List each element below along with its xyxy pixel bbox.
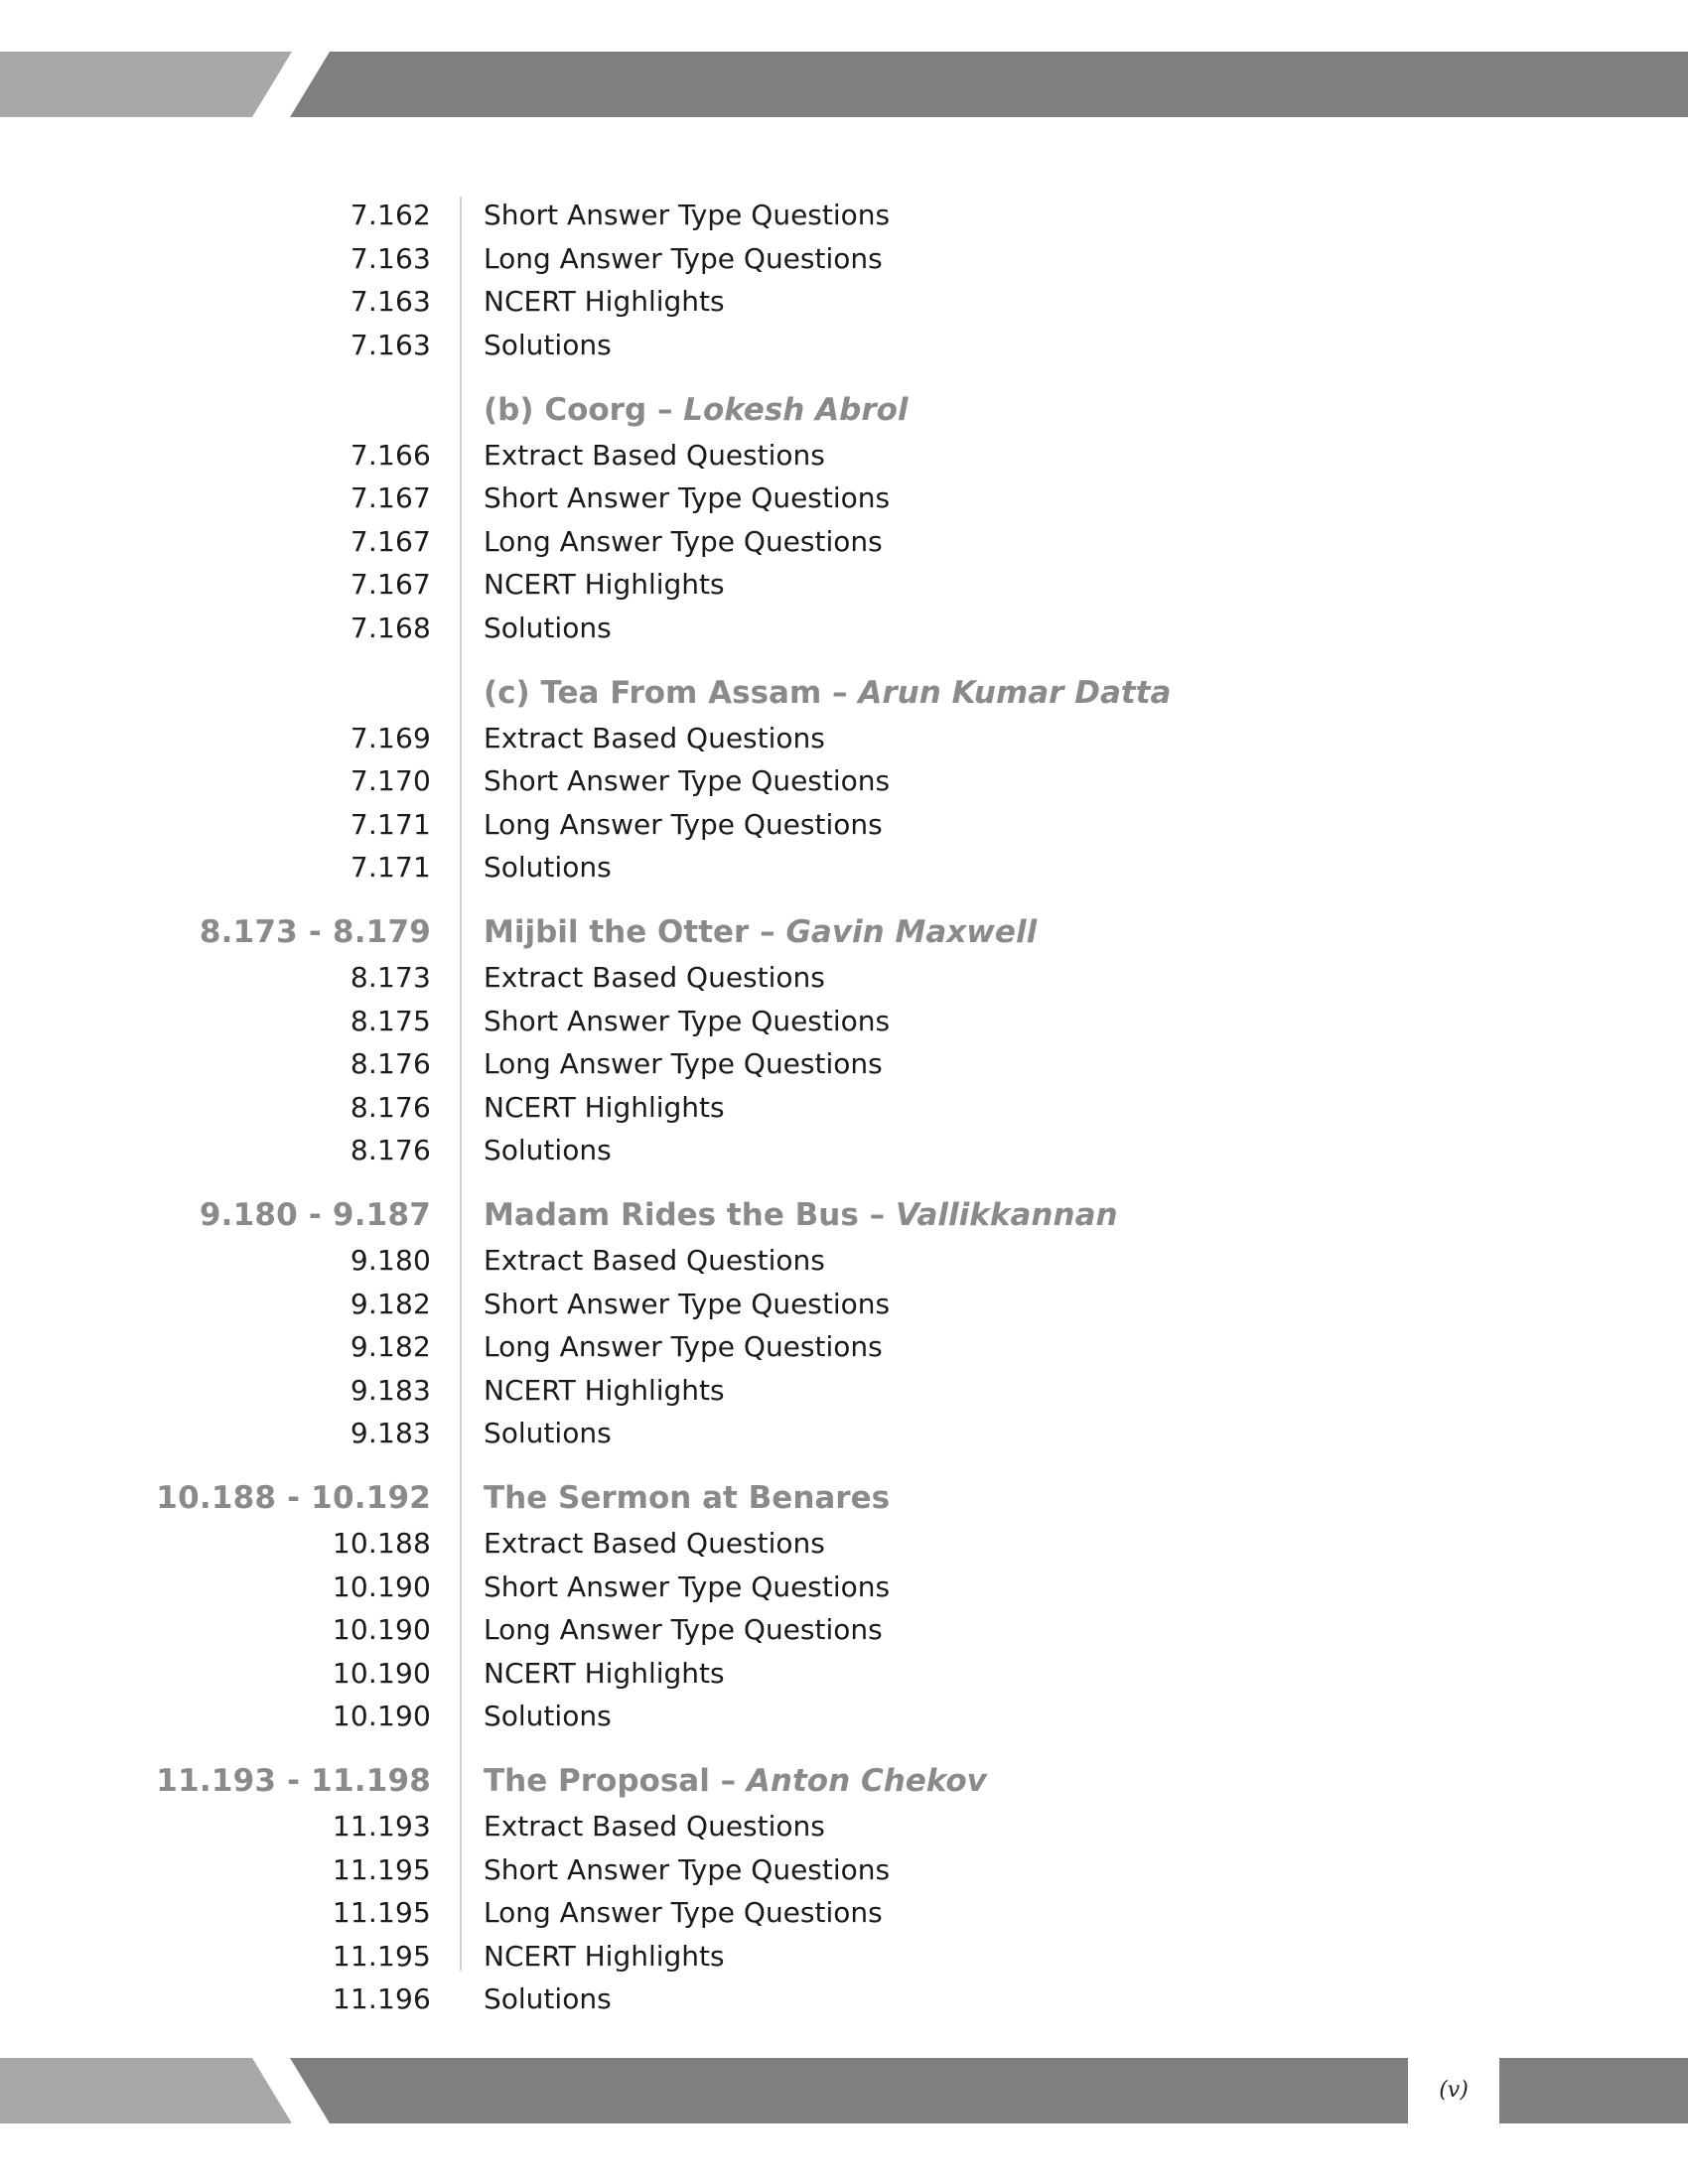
toc-entry xyxy=(0,759,1688,803)
entry-page-number: 8.176 xyxy=(350,1047,431,1081)
entry-page-number: 9.182 xyxy=(350,1330,431,1364)
entry-label: Long Answer Type Questions xyxy=(484,807,883,841)
entry-page-number: 7.167 xyxy=(350,568,431,602)
chapter-title: Madam Rides the Bus – Vallikkannan xyxy=(484,1197,1118,1234)
chapter-author: Gavin Maxwell xyxy=(785,914,1038,951)
chapter-title: The Proposal – Anton Chekov xyxy=(484,1763,987,1800)
entry-label: Solutions xyxy=(484,612,612,645)
chapter-heading xyxy=(0,909,1688,956)
entry-label: Solutions xyxy=(484,851,612,885)
entry-page-number: 7.169 xyxy=(350,721,431,754)
page-number: (v) xyxy=(1439,2078,1469,2103)
entry-label: NCERT Highlights xyxy=(484,1373,725,1407)
toc-entry xyxy=(0,1934,1688,1978)
entry-label: Extract Based Questions xyxy=(484,1809,825,1843)
entry-label: NCERT Highlights xyxy=(484,568,725,602)
toc-entry xyxy=(0,1847,1688,1891)
entry-page-number: 9.183 xyxy=(350,1417,431,1450)
chapter-page-range: 9.180 - 9.187 xyxy=(199,1197,431,1234)
toc-entry xyxy=(0,1129,1688,1172)
entry-label: Extract Based Questions xyxy=(484,721,825,754)
entry-label: NCERT Highlights xyxy=(484,1939,725,1973)
toc-entry xyxy=(0,520,1688,564)
entry-page-number: 8.176 xyxy=(350,1090,431,1124)
entry-page-number: 7.168 xyxy=(350,612,431,645)
entry-label: Short Answer Type Questions xyxy=(484,199,891,232)
entry-page-number: 8.176 xyxy=(350,1134,431,1167)
entry-label: Solutions xyxy=(484,1417,612,1450)
chapter-title xyxy=(484,1480,890,1516)
toc-group xyxy=(0,909,1688,1172)
toc-entry xyxy=(0,1086,1688,1130)
entry-label: Long Answer Type Questions xyxy=(484,1896,883,1930)
entry-page-number: 7.167 xyxy=(350,524,431,558)
toc-group xyxy=(0,669,1688,888)
entry-page-number: 7.162 xyxy=(350,199,431,232)
entry-label: Solutions xyxy=(484,1982,612,2016)
chapter-author: Lokesh Abrol xyxy=(683,391,909,428)
toc-entry xyxy=(0,324,1688,367)
toc-entry xyxy=(0,194,1688,237)
entry-label: Extract Based Questions xyxy=(484,438,825,472)
entry-label: Solutions xyxy=(484,1134,612,1167)
entry-label: Extract Based Questions xyxy=(484,1526,825,1560)
entry-label: Long Answer Type Questions xyxy=(484,241,883,275)
toc-entry xyxy=(0,1325,1688,1369)
entry-label: Short Answer Type Questions xyxy=(484,1852,891,1886)
chapter-heading xyxy=(0,669,1688,716)
toc-entry xyxy=(0,1239,1688,1283)
entry-page-number: 7.163 xyxy=(350,285,431,319)
entry-page-number: 9.180 xyxy=(350,1243,431,1277)
toc-entry xyxy=(0,607,1688,650)
entry-page-number: 8.173 xyxy=(350,961,431,995)
chapter-title: (c) Tea From Assam – Arun Kumar Datta xyxy=(484,674,1172,711)
entry-label: Short Answer Type Questions xyxy=(484,481,891,515)
header-band xyxy=(0,52,1688,117)
toc-entry xyxy=(0,1805,1688,1848)
toc-entry xyxy=(0,237,1688,281)
toc-group xyxy=(0,1475,1688,1738)
toc-entry xyxy=(0,1368,1688,1412)
entry-page-number: 7.167 xyxy=(350,481,431,515)
entry-label: Short Answer Type Questions xyxy=(484,764,891,798)
chapter-heading xyxy=(0,1192,1688,1239)
entry-label: Solutions xyxy=(484,1700,612,1733)
toc-entry xyxy=(0,1608,1688,1652)
toc-group xyxy=(0,386,1688,649)
entry-page-number: 10.190 xyxy=(332,1570,431,1603)
entry-page-number: 11.195 xyxy=(332,1939,431,1973)
entry-label: Extract Based Questions xyxy=(484,961,825,995)
toc-entry xyxy=(0,999,1688,1042)
entry-page-number: 9.183 xyxy=(350,1373,431,1407)
chapter-heading xyxy=(0,1475,1688,1522)
chapter-title: Mijbil the Otter – Gavin Maxwell xyxy=(484,914,1038,951)
entry-page-number: 10.188 xyxy=(332,1526,431,1560)
toc-entry xyxy=(0,433,1688,477)
entry-label: Short Answer Type Questions xyxy=(484,1004,891,1037)
entry-page-number: 10.190 xyxy=(332,1700,431,1733)
toc-entry xyxy=(0,280,1688,324)
toc-group xyxy=(0,194,1688,366)
toc-entry xyxy=(0,956,1688,1000)
entry-label: NCERT Highlights xyxy=(484,285,725,319)
entry-page-number: 7.170 xyxy=(350,764,431,798)
toc-entry xyxy=(0,1891,1688,1935)
chapter-title-text: Madam Rides the Bus xyxy=(484,1197,859,1234)
toc-entry xyxy=(0,1695,1688,1738)
toc-entry xyxy=(0,1978,1688,2021)
entry-label: NCERT Highlights xyxy=(484,1656,725,1690)
chapter-page-range: 10.188 - 10.192 xyxy=(156,1480,431,1517)
chapter-title-text: The Proposal xyxy=(484,1763,710,1800)
toc-entry xyxy=(0,716,1688,759)
entry-label: Long Answer Type Questions xyxy=(484,1047,883,1081)
entry-page-number: 11.195 xyxy=(332,1896,431,1930)
toc-entry xyxy=(0,1042,1688,1086)
toc-entry xyxy=(0,477,1688,520)
entry-label: Short Answer Type Questions xyxy=(484,1287,891,1320)
entry-page-number: 10.190 xyxy=(332,1613,431,1647)
entry-page-number: 7.166 xyxy=(350,438,431,472)
entry-page-number: 7.163 xyxy=(350,241,431,275)
entry-page-number: 7.171 xyxy=(350,807,431,841)
entry-page-number: 9.182 xyxy=(350,1287,431,1320)
chapter-title-text: Mijbil the Otter xyxy=(484,914,750,951)
chapter-heading xyxy=(0,1758,1688,1805)
chapter-page-range: 11.193 - 11.198 xyxy=(156,1763,431,1800)
entry-page-number: 11.195 xyxy=(332,1852,431,1886)
entry-page-number: 7.171 xyxy=(350,851,431,885)
entry-page-number: 7.163 xyxy=(350,329,431,362)
chapter-author: Anton Chekov xyxy=(746,1763,987,1800)
chapter-heading xyxy=(0,386,1688,433)
chapter-author: Vallikkannan xyxy=(895,1197,1118,1234)
entry-label: Long Answer Type Questions xyxy=(484,524,883,558)
toc-entry xyxy=(0,1282,1688,1325)
entry-page-number: 8.175 xyxy=(350,1004,431,1037)
chapter-title-text: The Sermon at Benares xyxy=(484,1480,891,1517)
toc-entry xyxy=(0,1522,1688,1566)
toc-entry xyxy=(0,1412,1688,1455)
entry-label: NCERT Highlights xyxy=(484,1090,725,1124)
chapter-author: Arun Kumar Datta xyxy=(858,674,1172,711)
toc-entry xyxy=(0,803,1688,847)
toc-group xyxy=(0,1758,1688,2021)
entry-page-number: 10.190 xyxy=(332,1656,431,1690)
entry-label: Short Answer Type Questions xyxy=(484,1570,891,1603)
entry-page-number: 11.193 xyxy=(332,1809,431,1843)
table-of-contents xyxy=(0,194,1688,2041)
chapter-page-range: 8.173 - 8.179 xyxy=(199,914,431,951)
entry-page-number: 11.196 xyxy=(332,1982,431,2016)
toc-entry xyxy=(0,846,1688,889)
toc-entry xyxy=(0,1565,1688,1608)
entry-label: Solutions xyxy=(484,329,612,362)
toc-entry xyxy=(0,563,1688,607)
chapter-title: (b) Coorg – Lokesh Abrol xyxy=(484,391,909,428)
entry-label: Long Answer Type Questions xyxy=(484,1330,883,1364)
toc-entry xyxy=(0,1651,1688,1695)
toc-group xyxy=(0,1192,1688,1455)
chapter-title-text: (b) Coorg xyxy=(484,391,647,428)
chapter-title-text: (c) Tea From Assam xyxy=(484,674,822,711)
entry-label: Extract Based Questions xyxy=(484,1243,825,1277)
entry-label: Long Answer Type Questions xyxy=(484,1613,883,1647)
